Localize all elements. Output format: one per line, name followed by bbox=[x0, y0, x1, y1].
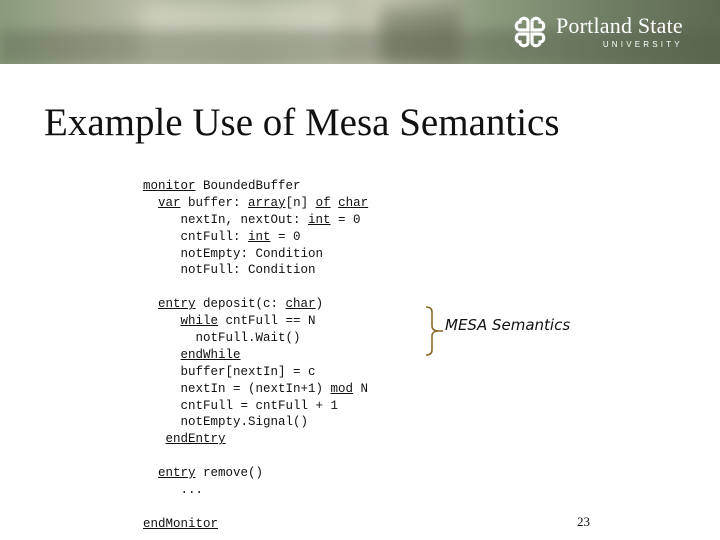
code-text: BoundedBuffer bbox=[195, 179, 301, 193]
code-keyword: array bbox=[248, 195, 286, 210]
code-line bbox=[143, 212, 368, 229]
code-line bbox=[143, 482, 368, 499]
code-text: N bbox=[353, 381, 369, 396]
code-keyword: mod bbox=[330, 381, 354, 396]
code-keyword: endEntry bbox=[165, 432, 226, 447]
code-text bbox=[143, 196, 158, 210]
code-text: buffer[nextIn] = c bbox=[143, 364, 316, 379]
right-brace-icon bbox=[424, 306, 444, 356]
code-line bbox=[143, 246, 368, 263]
code-line bbox=[143, 381, 368, 398]
code-line bbox=[143, 499, 368, 516]
code-text: nextIn, nextOut: bbox=[143, 212, 309, 227]
code-line bbox=[143, 330, 368, 347]
code-line bbox=[143, 229, 368, 246]
code-line bbox=[143, 516, 368, 533]
code-text bbox=[143, 432, 166, 446]
code-text: = 0 bbox=[330, 212, 361, 227]
code-text: notEmpty: Condition bbox=[143, 246, 324, 261]
code-text bbox=[143, 466, 158, 480]
code-line bbox=[143, 262, 368, 279]
code-text: notFull: Condition bbox=[143, 263, 316, 278]
code-keyword: int bbox=[308, 212, 331, 227]
code-text: buffer: bbox=[180, 195, 249, 210]
code-line bbox=[143, 296, 368, 313]
code-block bbox=[143, 178, 368, 533]
code-text: notFull.Wait() bbox=[143, 331, 301, 346]
code-keyword: of bbox=[315, 195, 331, 210]
code-text: remove() bbox=[195, 466, 264, 481]
code-keyword: int bbox=[248, 229, 271, 244]
code-text bbox=[143, 297, 158, 311]
code-line bbox=[143, 364, 368, 381]
logo-wordmark bbox=[556, 14, 683, 49]
code-keyword: while bbox=[180, 314, 219, 329]
code-keyword: char bbox=[285, 297, 316, 312]
page-number: 23 bbox=[577, 514, 590, 529]
code-keyword: char bbox=[338, 195, 369, 210]
code-line bbox=[143, 279, 368, 296]
university-logo bbox=[512, 14, 683, 50]
code-text: = 0 bbox=[270, 229, 301, 244]
code-line bbox=[143, 414, 368, 431]
logo-name: Portland State bbox=[556, 13, 683, 38]
code-keyword: entry bbox=[158, 297, 196, 312]
portland-state-mark-icon bbox=[512, 14, 548, 50]
code-keyword: monitor bbox=[143, 179, 196, 193]
code-line bbox=[143, 347, 368, 364]
code-line bbox=[143, 398, 368, 415]
code-text: ) bbox=[315, 297, 324, 312]
code-text: cntFull: bbox=[143, 229, 249, 244]
code-text: cntFull = cntFull + 1 bbox=[143, 398, 339, 413]
code-line bbox=[143, 431, 368, 448]
code-line bbox=[143, 195, 368, 212]
header-banner bbox=[0, 0, 720, 64]
code-text: ... bbox=[143, 483, 204, 498]
code-text bbox=[143, 348, 181, 362]
mesa-semantics-annotation: MESA Semantics bbox=[445, 316, 571, 334]
code-line bbox=[143, 465, 368, 482]
code-text: deposit(c: bbox=[195, 297, 286, 312]
code-keyword: var bbox=[158, 195, 181, 210]
logo-subtitle: UNIVERSITY bbox=[602, 40, 683, 49]
code-line bbox=[143, 448, 368, 465]
code-keyword: entry bbox=[158, 466, 196, 481]
code-line bbox=[143, 313, 368, 330]
code-keyword: endMonitor bbox=[143, 516, 219, 531]
code-text: [n] bbox=[285, 195, 316, 210]
code-keyword: endWhile bbox=[180, 347, 241, 362]
code-text: nextIn = (nextIn+1) bbox=[143, 381, 331, 396]
code-line bbox=[143, 178, 368, 195]
code-text bbox=[143, 314, 181, 328]
code-text: cntFull == N bbox=[218, 314, 316, 329]
code-text: notEmpty.Signal() bbox=[143, 415, 309, 430]
slide-title: Example Use of Mesa Semantics bbox=[44, 101, 560, 144]
code-text bbox=[331, 196, 339, 210]
